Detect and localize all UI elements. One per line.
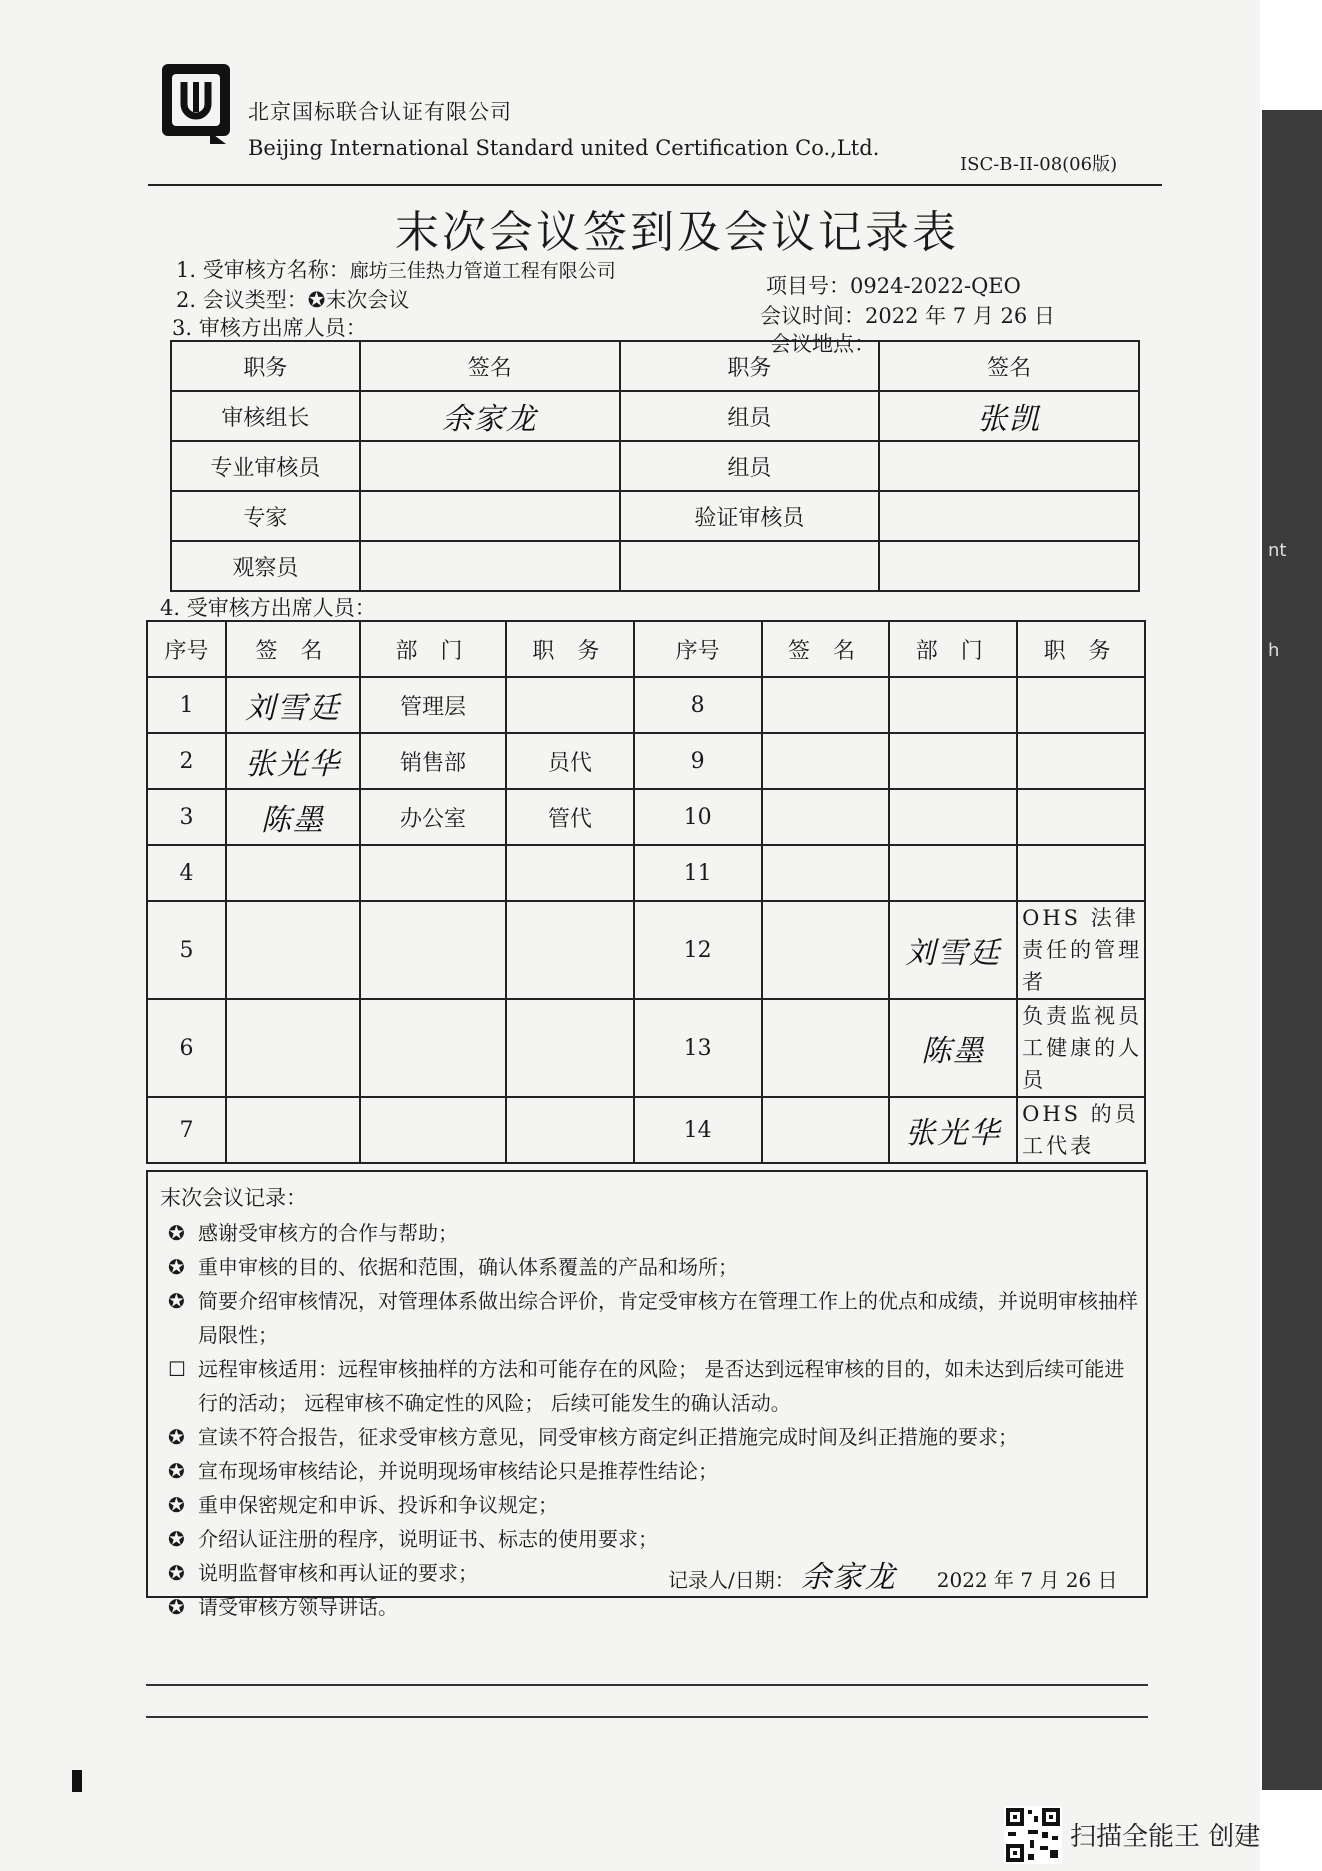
department-cell: [360, 999, 506, 1097]
row-number-cell: 12: [634, 901, 762, 999]
recorder-date: 2022 年 7 月 26 日: [936, 1568, 1118, 1592]
notes-item-text: 远程审核适用：远程审核抽样的方法和可能存在的风险； 是否达到远程审核的目的，如未达到后续可能进行的活动； 远程审核不确定性的风险； 后续可能发生的确认活动。: [198, 1357, 1125, 1415]
row-number-cell: 1: [147, 677, 226, 733]
notes-list-item: [168, 1420, 1138, 1454]
auditee-table-row: [147, 789, 1145, 845]
department-cell: [889, 733, 1017, 789]
auditor-table-row: [171, 441, 1139, 491]
row-number-cell: 13: [634, 999, 762, 1097]
notes-item-text: 说明监督审核和再认证的要求；: [198, 1561, 478, 1585]
signature-cell: [226, 845, 360, 901]
signature-cell: [762, 677, 890, 733]
project-number-row: [766, 270, 1021, 300]
signature-cell: [879, 441, 1139, 491]
auditee-table-header: 职 务: [506, 621, 634, 677]
bullet-icon: ✪: [168, 1527, 185, 1551]
auditee-attendance-table: [146, 620, 1146, 1164]
signature-cell: 张光华: [226, 733, 360, 789]
auditee-table-header: 部 门: [360, 621, 506, 677]
role-cell: 专业审核员: [171, 441, 360, 491]
row-number-cell: 11: [634, 845, 762, 901]
auditee-table-row: [147, 999, 1145, 1097]
company-logo: [160, 62, 232, 146]
auditor-table-header: 职务: [620, 341, 880, 391]
signature-cell: [762, 733, 890, 789]
meeting-place-label: 会议地点：: [770, 332, 875, 356]
position-cell: 员代: [506, 733, 634, 789]
meeting-type-row: [176, 284, 409, 314]
auditee-table-header: 部 门: [889, 621, 1017, 677]
position-cell: [1017, 845, 1145, 901]
notes-list-item: [168, 1454, 1138, 1488]
signature-cell: 陈墨: [226, 789, 360, 845]
department-cell: 陈墨: [889, 999, 1017, 1097]
notes-list-item: [168, 1250, 1138, 1284]
row-number-cell: 14: [634, 1097, 762, 1163]
scan-background-edge: [1262, 110, 1322, 1790]
signature-cell: 余家龙: [360, 391, 620, 441]
auditee-table-header: 职 务: [1017, 621, 1145, 677]
auditee-table-row: [147, 733, 1145, 789]
notes-item-text: 简要介绍审核情况，对管理体系做出综合评价，肯定受审核方在管理工作上的优点和成绩，并说明审核抽样局限性；: [198, 1289, 1138, 1347]
position-cell: [1017, 677, 1145, 733]
bullet-icon: ✪: [168, 1561, 185, 1585]
meeting-time-value: 2022 年 7 月 26 日: [865, 304, 1055, 328]
bullet-icon: ✪: [168, 1459, 185, 1483]
auditee-table-header: 签 名: [762, 621, 890, 677]
auditor-table-header: 签名: [360, 341, 620, 391]
position-cell: OHS 法律责任的管理者: [1017, 901, 1145, 999]
notes-item-text: 感谢受审核方的合作与帮助；: [198, 1221, 458, 1245]
meeting-type-label: 2. 会议类型：: [176, 288, 308, 312]
recorder-signature: 余家龙: [800, 1560, 897, 1595]
auditor-attendance-table: [170, 340, 1140, 592]
notes-item-text: 请受审核方领导讲话。: [198, 1595, 398, 1619]
company-name-cn: 北京国标联合认证有限公司: [248, 100, 512, 124]
company-name-en: Beijing International Standard united Certification Co.,Ltd.: [248, 136, 880, 160]
signature-cell: 刘雪廷: [226, 677, 360, 733]
auditee-table-header: 序号: [147, 621, 226, 677]
watermark-text: 扫描全能王 创建: [1070, 1822, 1261, 1852]
signature-cell: [762, 999, 890, 1097]
department-cell: [889, 789, 1017, 845]
signature-cell: [879, 491, 1139, 541]
role-cell: 审核组长: [171, 391, 360, 441]
meeting-time-label: 会议时间：: [760, 304, 865, 328]
position-cell: [506, 845, 634, 901]
signature-cell: [762, 901, 890, 999]
signature-cell: [879, 541, 1139, 591]
auditor-table-row: [171, 491, 1139, 541]
role-cell: 验证审核员: [620, 491, 880, 541]
signature-cell: [226, 999, 360, 1097]
department-cell: [360, 901, 506, 999]
qr-code-icon: [1004, 1806, 1062, 1864]
department-cell: 办公室: [360, 789, 506, 845]
department-cell: [360, 1097, 506, 1163]
signature-cell: [762, 845, 890, 901]
signature-cell: [762, 1097, 890, 1163]
notes-item-text: 重申保密规定和申诉、投诉和争议规定；: [198, 1493, 558, 1517]
notes-list-item: [168, 1488, 1138, 1522]
auditor-table-row: [171, 391, 1139, 441]
notes-list-item: [168, 1216, 1138, 1250]
auditor-table-header: 签名: [879, 341, 1139, 391]
role-cell: 观察员: [171, 541, 360, 591]
project-number-value: 0924-2022-QEO: [850, 274, 1021, 298]
notes-item-text: 重申审核的目的、依据和范围，确认体系覆盖的产品和场所；: [198, 1255, 738, 1279]
position-cell: 负责监视员工健康的人员: [1017, 999, 1145, 1097]
signature-cell: [360, 541, 620, 591]
row-number-cell: 7: [147, 1097, 226, 1163]
notes-item-text: 宣读不符合报告，征求受审核方意见，同受审核方商定纠正措施完成时间及纠正措施的要求；: [198, 1425, 1018, 1449]
footer-divider-bottom: [146, 1716, 1148, 1718]
signature-cell: [360, 441, 620, 491]
bullet-icon: ✪: [168, 1289, 185, 1313]
footer-divider-top: [146, 1684, 1148, 1686]
edge-text: h: [1268, 640, 1280, 661]
role-cell: 组员: [620, 441, 880, 491]
signature-cell: [360, 491, 620, 541]
scanner-watermark: [1004, 1806, 1304, 1854]
bullet-icon: ✪: [168, 1595, 185, 1619]
department-cell: [889, 845, 1017, 901]
notes-item-text: 宣布现场审核结论，并说明现场审核结论只是推荐性结论；: [198, 1459, 718, 1483]
signature-cell: [226, 1097, 360, 1163]
signature-cell: [762, 789, 890, 845]
auditee-table-header: 签 名: [226, 621, 360, 677]
checkbox-icon: ☐: [168, 1357, 186, 1381]
notes-list-item: [168, 1522, 1138, 1556]
auditee-table-row: [147, 1097, 1145, 1163]
role-cell: 专家: [171, 491, 360, 541]
department-cell: 管理层: [360, 677, 506, 733]
auditee-attendees-label: 4. 受审核方出席人员：: [160, 596, 376, 620]
department-cell: [889, 677, 1017, 733]
meeting-time-row: [760, 300, 1055, 330]
notes-list-item: [168, 1284, 1138, 1352]
bullet-icon: ✪: [168, 1255, 185, 1279]
row-number-cell: 2: [147, 733, 226, 789]
department-cell: 销售部: [360, 733, 506, 789]
row-number-cell: 9: [634, 733, 762, 789]
edge-text: nt: [1268, 540, 1287, 561]
auditee-table-row: [147, 845, 1145, 901]
project-number-label: 项目号：: [766, 274, 850, 298]
row-number-cell: 3: [147, 789, 226, 845]
auditor-table-header: 职务: [171, 341, 360, 391]
auditor-table-header-row: [171, 341, 1139, 391]
department-cell: [360, 845, 506, 901]
auditee-table-header: 序号: [634, 621, 762, 677]
role-cell: 组员: [620, 391, 880, 441]
position-cell: 管代: [506, 789, 634, 845]
auditee-table-row: [147, 677, 1145, 733]
auditee-name-label: 1. 受审核方名称：: [176, 258, 350, 282]
row-number-cell: 8: [634, 677, 762, 733]
position-cell: [506, 1097, 634, 1163]
notes-list-item: [168, 1352, 1138, 1420]
document-code: ISC-B-II-08(06版): [960, 154, 1118, 175]
header-divider: [148, 184, 1162, 186]
auditee-table-header-row: [147, 621, 1145, 677]
notes-title: 末次会议记录：: [160, 1186, 307, 1210]
bullet-icon: ✪: [168, 1221, 185, 1245]
bullet-icon: ✪: [168, 1493, 185, 1517]
signature-cell: 张凯: [879, 391, 1139, 441]
position-cell: [1017, 789, 1145, 845]
role-cell: [620, 541, 880, 591]
auditee-name-value: 廊坊三佳热力管道工程有限公司: [349, 260, 616, 282]
department-cell: 刘雪廷: [889, 901, 1017, 999]
notes-item-text: 介绍认证注册的程序，说明证书、标志的使用要求；: [198, 1527, 658, 1551]
meeting-notes-box: [146, 1170, 1148, 1619]
auditee-table-row: [147, 901, 1145, 999]
position-cell: [1017, 733, 1145, 789]
signature-cell: [226, 901, 360, 999]
row-number-cell: 4: [147, 845, 226, 901]
position-cell: [506, 999, 634, 1097]
recorder-label: 记录人/日期：: [668, 1568, 795, 1592]
position-cell: [506, 677, 634, 733]
row-number-cell: 5: [147, 901, 226, 999]
recorder-line: [668, 1552, 1118, 1596]
meeting-type-value: ✪末次会议: [307, 288, 410, 312]
auditor-attendees-label: 3. 审核方出席人员：: [172, 316, 367, 340]
form-title: 末次会议签到及会议记录表: [395, 207, 959, 258]
row-number-cell: 10: [634, 789, 762, 845]
auditor-table-row: [171, 541, 1139, 591]
position-cell: OHS 的员工代表: [1017, 1097, 1145, 1163]
position-cell: [506, 901, 634, 999]
auditee-name-row: [176, 254, 616, 284]
department-cell: 张光华: [889, 1097, 1017, 1163]
scan-corner-mark: [72, 1770, 82, 1792]
row-number-cell: 6: [147, 999, 226, 1097]
bullet-icon: ✪: [168, 1425, 185, 1449]
